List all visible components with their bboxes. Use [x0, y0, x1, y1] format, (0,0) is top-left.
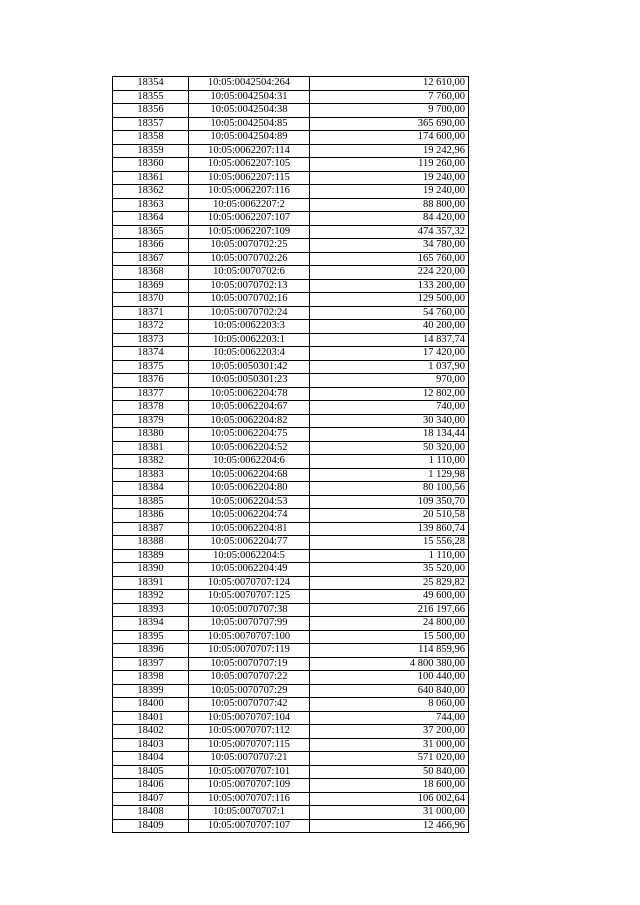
amount-cell: 24 800,00 [310, 617, 469, 631]
table-row [113, 738, 469, 752]
amount-cell: 12 802,00 [310, 387, 469, 401]
table-row [113, 590, 469, 604]
cadastral-number-cell: 10:05:0070707:99 [189, 617, 310, 631]
row-number-cell: 18379 [113, 414, 189, 428]
amount-cell: 106 002,64 [310, 792, 469, 806]
amount-cell: 88 800,00 [310, 198, 469, 212]
cadastral-number-cell: 10:05:0062207:114 [189, 144, 310, 158]
amount-cell: 133 200,00 [310, 279, 469, 293]
row-number-cell: 18406 [113, 779, 189, 793]
cadastral-number-cell: 10:05:0062204:74 [189, 509, 310, 523]
cadastral-number-cell: 10:05:0062204:78 [189, 387, 310, 401]
table-row [113, 158, 469, 172]
row-number-cell: 18396 [113, 644, 189, 658]
table-row [113, 563, 469, 577]
table-row [113, 77, 469, 91]
row-number-cell: 18402 [113, 725, 189, 739]
cadastral-number-cell: 10:05:0070707:42 [189, 698, 310, 712]
amount-cell: 30 340,00 [310, 414, 469, 428]
table-row [113, 495, 469, 509]
cadastral-number-cell: 10:05:0070707:19 [189, 657, 310, 671]
cadastral-number-cell: 10:05:0070702:13 [189, 279, 310, 293]
amount-cell: 54 760,00 [310, 306, 469, 320]
table-row [113, 198, 469, 212]
cadastral-number-cell: 10:05:0070707:109 [189, 779, 310, 793]
row-number-cell: 18407 [113, 792, 189, 806]
table-row [113, 698, 469, 712]
cadastral-number-cell: 10:05:0062204:49 [189, 563, 310, 577]
row-number-cell: 18394 [113, 617, 189, 631]
amount-cell: 18 600,00 [310, 779, 469, 793]
row-number-cell: 18362 [113, 185, 189, 199]
amount-cell: 15 556,28 [310, 536, 469, 550]
cadastral-number-cell: 10:05:0042504:38 [189, 104, 310, 118]
table-row [113, 549, 469, 563]
cadastral-number-cell: 10:05:0062204:53 [189, 495, 310, 509]
table-row [113, 117, 469, 131]
row-number-cell: 18381 [113, 441, 189, 455]
amount-cell: 50 320,00 [310, 441, 469, 455]
amount-cell: 49 600,00 [310, 590, 469, 604]
amount-cell: 18 134,44 [310, 428, 469, 442]
row-number-cell: 18401 [113, 711, 189, 725]
amount-cell: 40 200,00 [310, 320, 469, 334]
cadastral-number-cell: 10:05:0062204:81 [189, 522, 310, 536]
amount-cell: 12 610,00 [310, 77, 469, 91]
table-row [113, 212, 469, 226]
table-row [113, 644, 469, 658]
table-row [113, 374, 469, 388]
amount-cell: 84 420,00 [310, 212, 469, 226]
table-row [113, 185, 469, 199]
row-number-cell: 18387 [113, 522, 189, 536]
cadastral-number-cell: 10:05:0050301:23 [189, 374, 310, 388]
table-row [113, 401, 469, 415]
table-row [113, 779, 469, 793]
amount-cell: 37 200,00 [310, 725, 469, 739]
cadastral-number-cell: 10:05:0062204:82 [189, 414, 310, 428]
cadastral-number-cell: 10:05:0062204:6 [189, 455, 310, 469]
amount-cell: 114 859,96 [310, 644, 469, 658]
row-number-cell: 18373 [113, 333, 189, 347]
cadastral-number-cell: 10:05:0070707:107 [189, 819, 310, 833]
table-row [113, 144, 469, 158]
row-number-cell: 18380 [113, 428, 189, 442]
cadastral-number-cell: 10:05:0070702:16 [189, 293, 310, 307]
row-number-cell: 18393 [113, 603, 189, 617]
cadastral-number-cell: 10:05:0070707:100 [189, 630, 310, 644]
row-number-cell: 18403 [113, 738, 189, 752]
amount-cell: 20 510,58 [310, 509, 469, 523]
row-number-cell: 18375 [113, 360, 189, 374]
records-table [112, 76, 469, 833]
amount-cell: 31 000,00 [310, 806, 469, 820]
amount-cell: 50 840,00 [310, 765, 469, 779]
row-number-cell: 18367 [113, 252, 189, 266]
cadastral-number-cell: 10:05:0070707:1 [189, 806, 310, 820]
cadastral-number-cell: 10:05:0042504:89 [189, 131, 310, 145]
cadastral-number-cell: 10:05:0070707:124 [189, 576, 310, 590]
amount-cell: 224 220,00 [310, 266, 469, 280]
row-number-cell: 18378 [113, 401, 189, 415]
row-number-cell: 18408 [113, 806, 189, 820]
table-row [113, 455, 469, 469]
table-row [113, 387, 469, 401]
table-row [113, 468, 469, 482]
table-row [113, 752, 469, 766]
amount-cell: 174 600,00 [310, 131, 469, 145]
amount-cell: 474 357,32 [310, 225, 469, 239]
amount-cell: 19 242,96 [310, 144, 469, 158]
cadastral-number-cell: 10:05:0062207:115 [189, 171, 310, 185]
cadastral-number-cell: 10:05:0070707:115 [189, 738, 310, 752]
amount-cell: 7 760,00 [310, 90, 469, 104]
table-row [113, 441, 469, 455]
table-row [113, 806, 469, 820]
row-number-cell: 18397 [113, 657, 189, 671]
cadastral-number-cell: 10:05:0062203:3 [189, 320, 310, 334]
cadastral-number-cell: 10:05:0062207:105 [189, 158, 310, 172]
table-row [113, 347, 469, 361]
table-row [113, 414, 469, 428]
cadastral-number-cell: 10:05:0070707:21 [189, 752, 310, 766]
amount-cell: 100 440,00 [310, 671, 469, 685]
cadastral-number-cell: 10:05:0070707:119 [189, 644, 310, 658]
amount-cell: 80 100,56 [310, 482, 469, 496]
amount-cell: 571 020,00 [310, 752, 469, 766]
cadastral-number-cell: 10:05:0070707:112 [189, 725, 310, 739]
table-row [113, 671, 469, 685]
table-row [113, 279, 469, 293]
amount-cell: 216 197,66 [310, 603, 469, 617]
row-number-cell: 18405 [113, 765, 189, 779]
row-number-cell: 18356 [113, 104, 189, 118]
row-number-cell: 18386 [113, 509, 189, 523]
table-row [113, 293, 469, 307]
cadastral-number-cell: 10:05:0070702:6 [189, 266, 310, 280]
cadastral-number-cell: 10:05:0070707:116 [189, 792, 310, 806]
amount-cell: 35 520,00 [310, 563, 469, 577]
amount-cell: 109 350,70 [310, 495, 469, 509]
row-number-cell: 18404 [113, 752, 189, 766]
cadastral-number-cell: 10:05:0070707:38 [189, 603, 310, 617]
amount-cell: 640 840,00 [310, 684, 469, 698]
table-row [113, 509, 469, 523]
table-row [113, 657, 469, 671]
table-row [113, 765, 469, 779]
amount-cell: 15 500,00 [310, 630, 469, 644]
cadastral-number-cell: 10:05:0062203:4 [189, 347, 310, 361]
row-number-cell: 18390 [113, 563, 189, 577]
row-number-cell: 18382 [113, 455, 189, 469]
table-row [113, 90, 469, 104]
amount-cell: 12 466,96 [310, 819, 469, 833]
row-number-cell: 18358 [113, 131, 189, 145]
row-number-cell: 18370 [113, 293, 189, 307]
amount-cell: 1 110,00 [310, 549, 469, 563]
amount-cell: 740,00 [310, 401, 469, 415]
cadastral-number-cell: 10:05:0062204:68 [189, 468, 310, 482]
table-body [113, 77, 469, 833]
cadastral-number-cell: 10:05:0062204:67 [189, 401, 310, 415]
amount-cell: 14 837,74 [310, 333, 469, 347]
table-row [113, 711, 469, 725]
amount-cell: 129 500,00 [310, 293, 469, 307]
row-number-cell: 18399 [113, 684, 189, 698]
row-number-cell: 18368 [113, 266, 189, 280]
table-row [113, 482, 469, 496]
row-number-cell: 18398 [113, 671, 189, 685]
amount-cell: 139 860,74 [310, 522, 469, 536]
cadastral-number-cell: 10:05:0042504:31 [189, 90, 310, 104]
row-number-cell: 18355 [113, 90, 189, 104]
cadastral-number-cell: 10:05:0070707:29 [189, 684, 310, 698]
table-row [113, 428, 469, 442]
amount-cell: 34 780,00 [310, 239, 469, 253]
cadastral-number-cell: 10:05:0062204:52 [189, 441, 310, 455]
row-number-cell: 18357 [113, 117, 189, 131]
amount-cell: 1 129,98 [310, 468, 469, 482]
cadastral-number-cell: 10:05:0062207:116 [189, 185, 310, 199]
row-number-cell: 18374 [113, 347, 189, 361]
table-row [113, 617, 469, 631]
table-row [113, 320, 469, 334]
table-row [113, 131, 469, 145]
table-row [113, 819, 469, 833]
table-row [113, 684, 469, 698]
amount-cell: 31 000,00 [310, 738, 469, 752]
row-number-cell: 18366 [113, 239, 189, 253]
table-row [113, 630, 469, 644]
row-number-cell: 18369 [113, 279, 189, 293]
cadastral-number-cell: 10:05:0062204:75 [189, 428, 310, 442]
cadastral-number-cell: 10:05:0070702:25 [189, 239, 310, 253]
cadastral-number-cell: 10:05:0062204:77 [189, 536, 310, 550]
row-number-cell: 18385 [113, 495, 189, 509]
table-row [113, 333, 469, 347]
amount-cell: 744,00 [310, 711, 469, 725]
cadastral-number-cell: 10:05:0070707:101 [189, 765, 310, 779]
table-row [113, 239, 469, 253]
table-row [113, 171, 469, 185]
cadastral-number-cell: 10:05:0062204:5 [189, 549, 310, 563]
amount-cell: 4 800 380,00 [310, 657, 469, 671]
amount-cell: 8 060,00 [310, 698, 469, 712]
amount-cell: 1 110,00 [310, 455, 469, 469]
table-row [113, 306, 469, 320]
cadastral-number-cell: 10:05:0062203:1 [189, 333, 310, 347]
row-number-cell: 18364 [113, 212, 189, 226]
cadastral-number-cell: 10:05:0070707:104 [189, 711, 310, 725]
cadastral-number-cell: 10:05:0070702:26 [189, 252, 310, 266]
table-row [113, 252, 469, 266]
table-row [113, 225, 469, 239]
amount-cell: 119 260,00 [310, 158, 469, 172]
table-row [113, 536, 469, 550]
table-row [113, 792, 469, 806]
cadastral-number-cell: 10:05:0062207:107 [189, 212, 310, 226]
row-number-cell: 18359 [113, 144, 189, 158]
row-number-cell: 18377 [113, 387, 189, 401]
row-number-cell: 18388 [113, 536, 189, 550]
table-row [113, 576, 469, 590]
amount-cell: 970,00 [310, 374, 469, 388]
amount-cell: 9 700,00 [310, 104, 469, 118]
row-number-cell: 18383 [113, 468, 189, 482]
amount-cell: 165 760,00 [310, 252, 469, 266]
cadastral-number-cell: 10:05:0062204:80 [189, 482, 310, 496]
amount-cell: 1 037,90 [310, 360, 469, 374]
row-number-cell: 18365 [113, 225, 189, 239]
row-number-cell: 18395 [113, 630, 189, 644]
row-number-cell: 18400 [113, 698, 189, 712]
cadastral-number-cell: 10:05:0042504:85 [189, 117, 310, 131]
amount-cell: 365 690,00 [310, 117, 469, 131]
table-row [113, 360, 469, 374]
table-row [113, 603, 469, 617]
row-number-cell: 18389 [113, 549, 189, 563]
cadastral-number-cell: 10:05:0070702:24 [189, 306, 310, 320]
row-number-cell: 18391 [113, 576, 189, 590]
row-number-cell: 18361 [113, 171, 189, 185]
table-row [113, 104, 469, 118]
cadastral-number-cell: 10:05:0070707:22 [189, 671, 310, 685]
row-number-cell: 18372 [113, 320, 189, 334]
table-row [113, 725, 469, 739]
amount-cell: 19 240,00 [310, 185, 469, 199]
row-number-cell: 18371 [113, 306, 189, 320]
amount-cell: 17 420,00 [310, 347, 469, 361]
row-number-cell: 18392 [113, 590, 189, 604]
row-number-cell: 18354 [113, 77, 189, 91]
cadastral-number-cell: 10:05:0062207:109 [189, 225, 310, 239]
table-row [113, 522, 469, 536]
table-row [113, 266, 469, 280]
cadastral-number-cell: 10:05:0050301:42 [189, 360, 310, 374]
cadastral-number-cell: 10:05:0062207:2 [189, 198, 310, 212]
amount-cell: 19 240,00 [310, 171, 469, 185]
row-number-cell: 18363 [113, 198, 189, 212]
row-number-cell: 18360 [113, 158, 189, 172]
cadastral-number-cell: 10:05:0070707:125 [189, 590, 310, 604]
amount-cell: 25 829,82 [310, 576, 469, 590]
cadastral-number-cell: 10:05:0042504:264 [189, 77, 310, 91]
row-number-cell: 18384 [113, 482, 189, 496]
row-number-cell: 18376 [113, 374, 189, 388]
row-number-cell: 18409 [113, 819, 189, 833]
